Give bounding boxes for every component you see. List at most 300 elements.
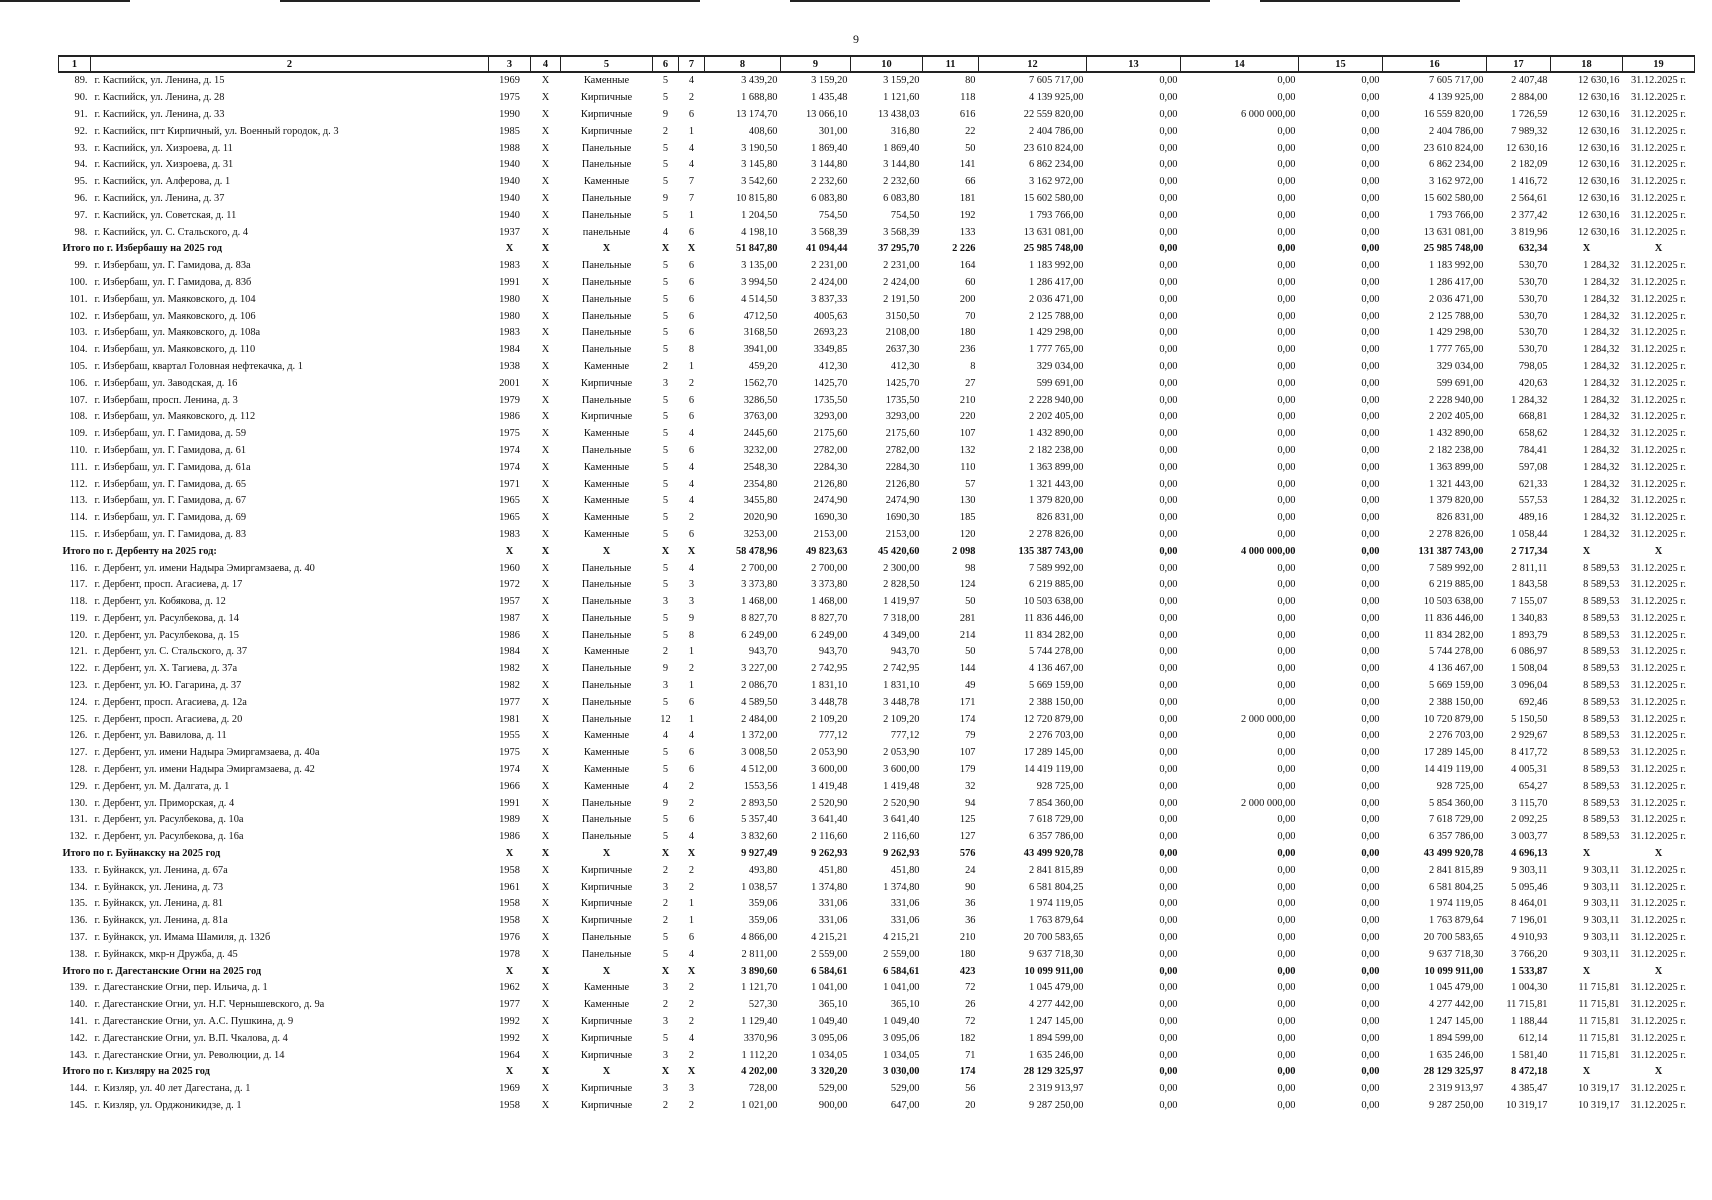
table-cell: Х [687,1066,696,1078]
row-number: 96. [74,192,88,204]
table-cell: 72 [965,1016,976,1028]
table-cell: 5 [662,1032,669,1044]
row-number: 124. [69,696,88,708]
table-cell: 2 884,00 [1511,92,1548,104]
table-cell: Х [541,192,550,204]
table-cell: 6 083,80 [811,192,848,204]
table-cell: 0,00 [1361,646,1380,658]
table-cell: 3293,00 [885,411,920,423]
table-cell: 11 715,81 [1578,1049,1620,1061]
table-cell: 329 034,00 [1036,360,1084,372]
table-cell: 12 630,16 [1577,108,1620,120]
table-cell: 530,70 [1518,344,1548,356]
table-cell: 3 003,77 [1511,831,1548,843]
column-header: 13 [1087,56,1181,72]
table-cell: 13 174,70 [735,108,778,120]
table-cell: 0,00 [1361,310,1380,322]
table-cell: 943,70 [748,646,778,658]
subtotal-label: Итого по г. Избербашу на 2025 год [62,243,222,255]
table-cell: 5 [662,327,669,339]
address-cell: г. Дербент, ул. имени Надыра Эмиргамзаева, д. 40а [94,747,320,759]
table-cell: Панельные [581,260,632,272]
subtotal-label: Итого по г. Буйнакску на 2025 год [62,848,221,860]
table-cell: 3 159,20 [811,75,848,87]
table-cell: 0,00 [1361,881,1380,893]
table-cell: 5 [662,932,669,944]
table-cell: 1690,30 [885,512,920,524]
table-cell: 31.12.2025 г. [1630,612,1687,624]
address-cell: г. Дербент, ул. Вавилова, д. 11 [94,730,227,742]
table-cell: 2 [662,999,669,1011]
table-cell: Х [541,932,550,944]
table-cell: 2 404 786,00 [1428,125,1484,137]
table-row [59,459,1695,476]
table-cell: Кирпичные [580,92,633,104]
table-cell: 1960 [499,562,520,574]
table-cell: 1972 [499,579,520,591]
table-cell: 5 [662,276,669,288]
table-cell: 1 004,30 [1511,982,1548,994]
column-header: 10 [851,56,923,72]
table-cell: 9 287 250,00 [1028,1100,1084,1111]
table-cell: 22 [965,125,976,137]
table-cell: 31.12.2025 г. [1630,713,1687,725]
table-cell: 31.12.2025 г. [1630,142,1687,154]
table-cell: 1 045 479,00 [1428,982,1484,994]
table-cell: 0,00 [1361,596,1380,608]
table-cell: 1 284,32 [1583,444,1620,456]
table-cell: 4 866,00 [741,932,778,944]
table-cell: 2 202 405,00 [1428,411,1484,423]
table-cell: 1974 [499,461,520,473]
table-cell: 31.12.2025 г. [1630,999,1687,1011]
table-cell: 0,00 [1361,360,1380,372]
table-cell: Х [661,1066,670,1078]
address-cell: г. Дербент, ул. Ю. Гагарина, д. 37 [94,680,242,692]
table-cell: 174 [959,1066,976,1078]
table-cell: 5 357,40 [741,814,778,826]
table-cell: 331,06 [890,898,920,910]
table-cell: 6 000 000,00 [1240,108,1296,120]
table-cell: 0,00 [1361,192,1380,204]
table-cell: 2 742,95 [883,663,920,675]
row-number: 136. [69,915,88,927]
table-cell: 1958 [499,898,520,910]
address-cell: г. Дербент, ул. имени Надыра Эмиргамзаева, д. 40 [94,562,315,574]
row-number: 122. [69,663,88,675]
table-row [59,140,1695,157]
table-cell: 6 219 885,00 [1028,579,1084,591]
table-cell: 13 631 081,00 [1423,226,1484,238]
table-cell: 7 196,01 [1511,915,1548,927]
table-cell: 5 [662,461,669,473]
address-cell: г. Дербент, просп. Агасиева, д. 17 [94,579,243,591]
table-cell: 0,00 [1277,444,1296,456]
table-cell: 31.12.2025 г. [1630,579,1687,591]
table-cell: 0,00 [1361,108,1380,120]
table-cell: Х [505,545,514,557]
table-cell: Х [541,344,550,356]
table-cell: 31.12.2025 г. [1630,562,1687,574]
table-cell: Х [602,243,611,255]
table-cell: 1985 [499,125,520,137]
table-row [59,493,1695,510]
table-cell: 1988 [499,142,520,154]
table-row [59,375,1695,392]
table-cell: Х [1654,848,1663,860]
table-cell: 185 [959,512,976,524]
table-cell: 6 249,00 [811,629,848,641]
table-cell: 1987 [499,612,520,624]
table-cell: Кирпичные [580,1016,633,1028]
table-cell: Х [602,545,611,557]
table-cell: 692,46 [1518,696,1548,708]
row-number: 142. [69,1032,88,1044]
table-cell: 5 [662,814,669,826]
table-cell: 1982 [499,663,520,675]
table-cell: 4712,50 [743,310,778,322]
table-cell: 131 387 743,00 [1418,545,1484,557]
table-cell: 0,00 [1159,310,1178,322]
table-cell: 0,00 [1361,831,1380,843]
table-cell: Каменные [583,176,630,188]
table-cell: 125 [959,814,976,826]
table-cell: 5 [662,478,669,490]
table-row [59,1047,1695,1064]
table-cell: 11 715,81 [1578,1016,1620,1028]
table-cell: 1 049,40 [883,1016,920,1028]
table-cell: 31.12.2025 г. [1630,814,1687,826]
column-header: 16 [1383,56,1487,72]
table-cell: 2 [662,646,669,658]
table-cell: 11 715,81 [1578,982,1620,994]
table-cell: 0,00 [1277,629,1296,641]
table-cell: 2 276 703,00 [1028,730,1084,742]
table-cell: Кирпичные [580,1032,633,1044]
table-cell: 9 303,11 [1511,864,1548,876]
address-cell: г. Дербент, ул. М. Далгата, д. 1 [94,780,230,792]
table-cell: 4 [688,562,695,574]
table-cell: 0,00 [1159,965,1178,977]
table-cell: 4 277 442,00 [1428,999,1484,1011]
table-cell: 4 215,21 [883,932,920,944]
table-cell: 1 429 298,00 [1428,327,1484,339]
table-cell: 0,00 [1277,1083,1296,1095]
table-cell: 0,00 [1361,1049,1380,1061]
table-cell: 2 [688,999,695,1011]
table-cell: 3 162 972,00 [1028,176,1084,188]
table-cell: 365,10 [890,999,920,1011]
table-cell: Х [541,612,550,624]
table-cell: 4 696,13 [1511,848,1548,860]
table-cell: 0,00 [1277,327,1296,339]
table-cell: 612,14 [1518,1032,1548,1044]
row-number: 134. [69,881,88,893]
table-cell: 0,00 [1361,293,1380,305]
table-cell: 3 320,20 [811,1066,848,1078]
table-cell: Х [661,848,670,860]
table-cell: 3 568,39 [811,226,848,238]
table-cell: 1 419,97 [883,596,920,608]
table-cell: 4 277 442,00 [1028,999,1084,1011]
table-row [59,594,1695,611]
table-cell: 132 [959,444,976,456]
table-cell: 1 284,32 [1511,394,1548,406]
table-cell: 0,00 [1159,881,1178,893]
row-number: 90. [74,92,88,104]
table-cell: 7 989,32 [1511,125,1548,137]
table-cell: 1 [688,713,695,725]
table-cell: 423 [959,965,976,977]
table-cell: 1938 [499,360,520,372]
table-cell: 0,00 [1159,360,1178,372]
table-cell: 70 [965,310,976,322]
table-cell: 1 247 145,00 [1028,1016,1084,1028]
address-cell: г. Дербент, ул. Х. Тагиева, д. 37а [94,663,238,675]
table-cell: Х [541,478,550,490]
table-cell: Панельные [581,310,632,322]
address-cell: г. Дагестанские Огни, пер. Ильича, д. 1 [94,982,268,994]
table-cell: 0,00 [1277,730,1296,742]
table-cell: 0,00 [1361,159,1380,171]
table-cell: 3 890,60 [741,965,778,977]
row-number: 103. [69,327,88,339]
table-cell: 4 512,00 [741,764,778,776]
table-cell: Х [541,999,550,1011]
table-cell: 31.12.2025 г. [1630,125,1687,137]
table-cell: 11 715,81 [1578,999,1620,1011]
table-cell: 1 321 443,00 [1428,478,1484,490]
table-cell: 1 188,44 [1511,1016,1548,1028]
address-cell: г. Избербаш, ул. Г. Гамидова, д. 61 [94,444,247,456]
table-cell: 8 [688,629,695,641]
table-cell: 31.12.2025 г. [1630,176,1687,188]
table-cell: Х [541,696,550,708]
address-cell: г. Буйнакск, ул. Ленина, д. 81 [94,898,224,910]
table-cell: 2175,60 [885,428,920,440]
table-cell: 8 [688,344,695,356]
table-cell: 3168,50 [743,327,778,339]
table-cell: 141 [959,159,976,171]
table-cell: 8 417,72 [1511,747,1548,759]
table-cell: 0,00 [1159,1083,1178,1095]
table-cell: 10 099 911,00 [1424,965,1484,977]
table-cell: 0,00 [1361,1066,1380,1078]
column-header: 6 [653,56,679,72]
table-cell: 6 219 885,00 [1428,579,1484,591]
table-cell: 41 094,44 [805,243,848,255]
table-cell: 0,00 [1361,75,1380,87]
table-cell: 3 162 972,00 [1428,176,1484,188]
table-cell: 1 129,40 [741,1016,778,1028]
table-cell: 5 [662,948,669,960]
table-cell: 2 202 405,00 [1028,411,1084,423]
address-cell: г. Избербаш, ул. Маяковского, д. 112 [94,411,256,423]
table-cell: 31.12.2025 г. [1630,1083,1687,1095]
table-cell: 3 439,20 [741,75,778,87]
subtotal-label: Итого по г. Дагестанские Огни на 2025 год [62,965,262,977]
table-cell: 1961 [499,881,520,893]
table-row [59,476,1695,493]
table-cell: Х [602,965,611,977]
table-cell: 49 [965,680,976,692]
table-cell: Панельные [581,612,632,624]
row-number: 97. [74,209,88,221]
table-cell: 7 589 992,00 [1028,562,1084,574]
table-cell: 0,00 [1159,377,1178,389]
table-cell: 2 [662,360,669,372]
table-cell: 0,00 [1277,1016,1296,1028]
table-cell: 6 862 234,00 [1428,159,1484,171]
table-cell: 31.12.2025 г. [1630,864,1687,876]
table-cell: 3 448,78 [883,696,920,708]
table-cell: 1 363 899,00 [1028,461,1084,473]
table-cell: 0,00 [1277,243,1296,255]
table-cell: 1940 [499,192,520,204]
table-cell: 2 484,00 [741,713,778,725]
table-cell: 1984 [499,646,520,658]
table-row [59,678,1695,695]
address-cell: г. Избербаш, ул. Маяковского, д. 106 [94,310,256,322]
table-cell: 94 [965,797,976,809]
address-cell: г. Дербент, просп. Агасиева, д. 12а [94,696,247,708]
table-cell: 8 472,18 [1511,1066,1548,1078]
address-cell: г. Каспийск, ул. Хизроева, д. 31 [94,159,234,171]
table-cell: 1 038,57 [741,881,778,893]
table-cell: 2 191,50 [883,293,920,305]
address-cell: г. Избербаш, ул. Г. Гамидова, д. 61а [94,461,251,473]
table-cell: 1986 [499,411,520,423]
table-cell: 2 811,11 [1511,562,1548,574]
table-cell: 4 [688,142,695,154]
column-number-header [59,56,1695,72]
table-cell: 1 034,05 [811,1049,848,1061]
table-cell: 16 559 820,00 [1423,108,1484,120]
table-cell: 1735,50 [813,394,848,406]
row-number: 93. [74,142,88,154]
row-number: 129. [69,780,88,792]
table-cell: 50 [965,596,976,608]
table-cell: 0,00 [1277,579,1296,591]
table-row [59,291,1695,308]
table-cell: 0,00 [1159,730,1178,742]
table-cell: 0,00 [1159,999,1178,1011]
row-number: 145. [69,1100,88,1111]
column-header: 1 [59,56,91,72]
table-cell: 6 [688,444,695,456]
table-cell: 2 407,48 [1511,75,1548,87]
address-cell: г. Избербаш, ул. Г. Гамидова, д. 65 [94,478,247,490]
table-cell: 1 763 879,64 [1428,915,1484,927]
table-cell: 597,08 [1518,461,1548,473]
table-cell: 2 [662,898,669,910]
table-cell: 1 379 820,00 [1028,495,1084,507]
address-cell: г. Избербаш, ул. Г. Гамидова, д. 69 [94,512,247,524]
table-cell: 8 827,70 [741,612,778,624]
table-cell: Кирпичные [580,108,633,120]
table-cell: 0,00 [1361,142,1380,154]
table-cell: 0,00 [1361,276,1380,288]
table-cell: 1 [688,125,695,137]
table-cell: 2 388 150,00 [1028,696,1084,708]
table-row [59,896,1695,913]
subtotal-label: Итого по г. Дербенту на 2025 год: [62,545,217,557]
table-cell: 1982 [499,680,520,692]
table-cell: 31.12.2025 г. [1630,411,1687,423]
table-cell: 23 610 824,00 [1023,142,1084,154]
table-cell: 3 135,00 [741,260,778,272]
table-cell: 8 589,53 [1583,646,1620,658]
table-cell: Х [541,948,550,960]
table-cell: 31.12.2025 г. [1630,1049,1687,1061]
table-cell: Х [541,730,550,742]
table-cell: Х [541,209,550,221]
table-cell: Х [687,965,696,977]
table-cell: 0,00 [1361,411,1380,423]
table-cell: 2782,00 [885,444,920,456]
table-cell: 4 215,21 [811,932,848,944]
row-number: 137. [69,932,88,944]
table-cell: 8 [970,360,976,372]
table-cell: 2 [688,1049,695,1061]
table-cell: 12 630,16 [1577,92,1620,104]
table-cell: 0,00 [1361,579,1380,591]
table-cell: 0,00 [1361,864,1380,876]
table-cell: 0,00 [1159,898,1178,910]
table-cell: 0,00 [1159,680,1178,692]
table-cell: 6 [688,747,695,759]
table-cell: 2 182,09 [1511,159,1548,171]
table-cell: 210 [959,932,976,944]
table-cell: 668,81 [1518,411,1548,423]
table-cell: 0,00 [1159,864,1178,876]
table-cell: 0,00 [1159,142,1178,154]
table-cell: 0,00 [1159,629,1178,641]
column-header: 3 [489,56,531,72]
table-cell: 9 287 250,00 [1428,1100,1484,1111]
column-header: 8 [705,56,781,72]
table-cell: Х [541,545,550,557]
table-cell: 31.12.2025 г. [1630,461,1687,473]
table-cell: 6 083,80 [883,192,920,204]
table-cell: 1969 [499,75,520,87]
table-cell: Панельные [581,579,632,591]
table-cell: 0,00 [1361,848,1380,860]
table-cell: 26 [965,999,976,1011]
row-number: 143. [69,1049,88,1061]
table-cell: 8 589,53 [1583,612,1620,624]
table-cell: 0,00 [1159,92,1178,104]
table-cell: 7 605 717,00 [1428,75,1484,87]
table-cell: 5 [662,176,669,188]
row-number: 131. [69,814,88,826]
table-cell: 171 [959,696,976,708]
table-cell: 5 [662,528,669,540]
row-number: 127. [69,747,88,759]
table-cell: 2 559,00 [811,948,848,960]
table-cell: 331,06 [890,915,920,927]
table-cell: Панельные [581,293,632,305]
table-cell: 31.12.2025 г. [1630,394,1687,406]
table-cell: 1 869,40 [883,142,920,154]
table-cell: 359,06 [748,898,778,910]
table-cell: 0,00 [1159,1049,1178,1061]
table-cell: 9 [662,663,669,675]
table-cell: 1 688,80 [741,92,778,104]
table-row [59,1014,1695,1031]
table-cell: 1966 [499,780,520,792]
address-cell: г. Избербаш, ул. Маяковского, д. 104 [94,293,256,305]
